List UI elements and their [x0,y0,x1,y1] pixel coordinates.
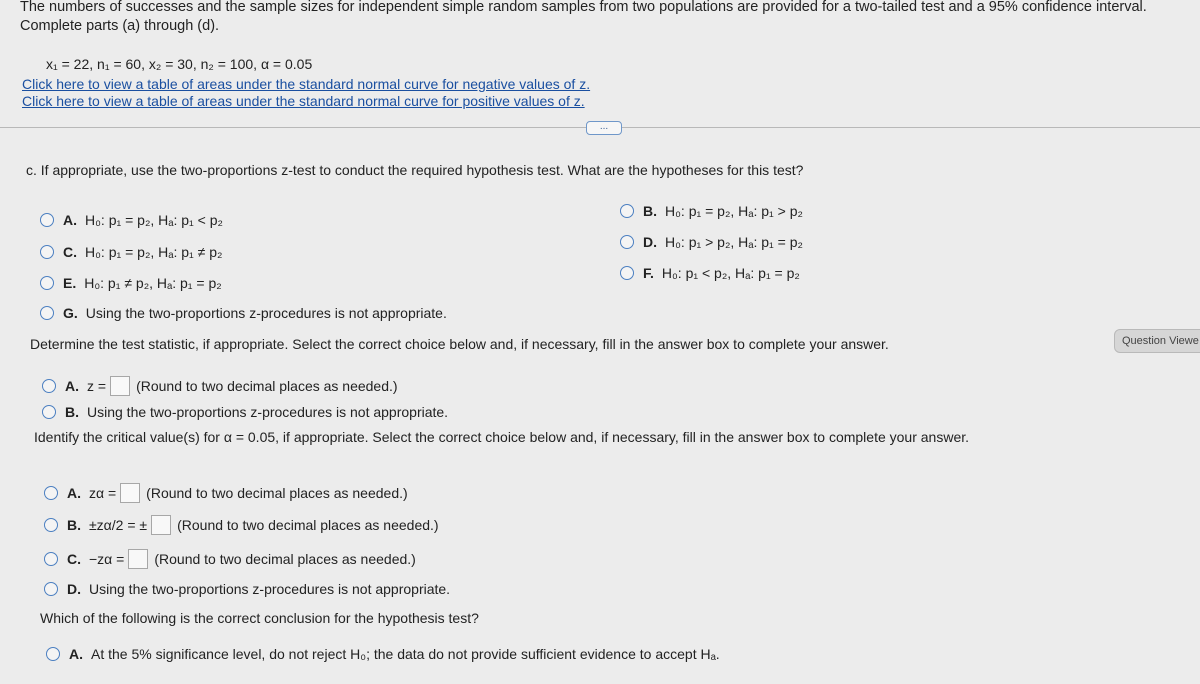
radio-button[interactable] [40,245,54,259]
hypothesis-option-g[interactable] [40,305,447,321]
rounding-note: (Round to two decimal places as needed.) [177,517,439,533]
option-letter: D. [67,581,81,597]
critical-value-question: Identify the critical value(s) for α = 0.05, if appropriate. Select the correct choice below and, if necessary, fill in the answer box to complete your answer. [34,429,970,445]
option-text: H₀: p₁ = p₂, Hₐ: p₁ < p₂ [85,212,223,228]
answer-input[interactable] [120,483,140,503]
option-text: H₀: p₁ ≠ p₂, Hₐ: p₁ = p₂ [84,275,222,291]
option-letter: A. [65,378,79,394]
option-letter: E. [63,275,77,291]
radio-button[interactable] [40,276,54,290]
answer-input[interactable] [110,376,130,396]
test-statistic-option-a[interactable] [42,376,398,396]
option-letter: B. [643,203,657,219]
radio-button[interactable] [620,204,634,218]
option-letter: C. [63,244,77,260]
option-text: Using the two-proportions z-procedures is not appropriate. [85,305,447,321]
hypothesis-option-c[interactable] [40,244,222,260]
hypothesis-option-e[interactable] [40,275,222,291]
given-x2: x₂ = 30 [148,56,193,72]
problem-intro: The numbers of successes and the sample sizes for independent simple random samples from two populations are provided for a two-tailed test and a 95% confidence interval. Complete parts (a) through (d). [20,0,1147,34]
question-viewer-button[interactable]: Question Viewe [1114,329,1200,353]
option-letter: C. [67,551,81,567]
option-text: H₀: p₁ < p₂, Hₐ: p₁ = p₂ [661,265,800,281]
option-letter: B. [67,517,81,533]
answer-input[interactable] [128,549,148,569]
hypothesis-option-d[interactable] [620,234,803,250]
given-x1: x₁ = 22 [46,56,90,72]
option-letter: G. [63,305,78,321]
conclusion-question: Which of the following is the correct conclusion for the hypothesis test? [40,610,479,626]
test-statistic-question: Determine the test statistic, if appropriate. Select the correct choice below and, if necessary, fill in the answer box to complete your answer. [30,336,889,352]
critical-option-a[interactable] [44,483,408,503]
option-letter: A. [63,212,77,228]
option-letter: A. [69,646,83,662]
radio-button[interactable] [42,379,56,393]
part-c-question: c. If appropriate, use the two-proportions z-test to conduct the required hypothesis test. What are the hypotheses for this test? [26,162,804,178]
radio-button[interactable] [44,552,58,566]
test-statistic-option-b[interactable] [42,404,448,420]
radio-button[interactable] [40,213,54,227]
option-letter: D. [643,234,657,250]
rounding-note: (Round to two decimal places as needed.) [136,378,398,394]
positive-z-table-link[interactable]: Click here to view a table of areas under the standard normal curve for positive values of z. [22,93,585,109]
option-text: At the 5% significance level, do not reject H₀; the data do not provide sufficient evidence to accept Hₐ. [91,646,720,662]
radio-button[interactable] [44,518,58,532]
expand-button[interactable]: ... [586,121,622,135]
critical-option-b[interactable] [44,515,439,535]
radio-button[interactable] [46,647,60,661]
radio-button[interactable] [44,582,58,596]
answer-prefix: z = [87,378,107,394]
given-values: x₁ = 22, n₁ = 60, x₂ = 30, n₂ = 100, α = 0.05 [46,56,313,72]
radio-button[interactable] [40,306,54,320]
option-letter: A. [67,485,81,501]
hypothesis-option-f[interactable] [620,265,800,281]
given-n1: n₁ = 60 [97,56,142,72]
option-text: Using the two-proportions z-procedures is not appropriate. [87,404,449,420]
option-text: Using the two-proportions z-procedures is not appropriate. [89,581,451,597]
radio-button[interactable] [620,235,634,249]
given-alpha: α = 0.05 [260,56,313,72]
option-letter: F. [643,265,654,281]
critical-option-d[interactable] [44,581,450,597]
answer-prefix: −zα = [89,551,125,567]
negative-z-table-link[interactable]: Click here to view a table of areas under the standard normal curve for negative values of z. [22,76,591,92]
conclusion-option-a[interactable] [46,646,720,662]
hypothesis-option-a[interactable] [40,212,223,228]
hypothesis-option-b[interactable] [620,203,803,219]
answer-prefix: zα = [89,485,117,501]
option-text: H₀: p₁ = p₂, Hₐ: p₁ ≠ p₂ [85,244,223,260]
option-text: H₀: p₁ > p₂, Hₐ: p₁ = p₂ [665,234,803,250]
radio-button[interactable] [44,486,58,500]
radio-button[interactable] [42,405,56,419]
option-text: H₀: p₁ = p₂, Hₐ: p₁ > p₂ [665,203,803,219]
option-letter: B. [65,404,79,420]
rounding-note: (Round to two decimal places as needed.) [146,485,408,501]
rounding-note: (Round to two decimal places as needed.) [154,551,416,567]
answer-input[interactable] [151,515,171,535]
given-n2: n₂ = 100 [200,56,254,72]
answer-prefix: ±zα/2 = ± [89,517,148,533]
radio-button[interactable] [620,266,634,280]
critical-option-c[interactable] [44,549,416,569]
